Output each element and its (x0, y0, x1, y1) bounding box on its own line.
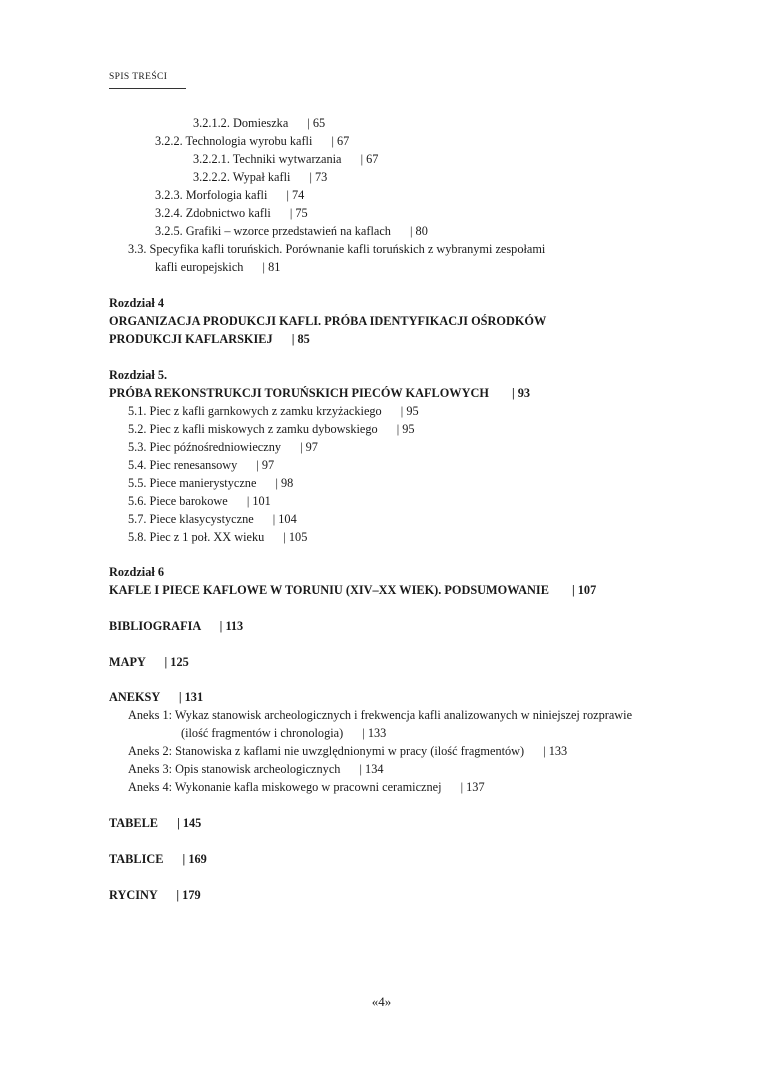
toc-entry[interactable] (128, 528, 307, 546)
running-header: SPIS TREŚCI (109, 72, 168, 82)
entry-number: 3.2.3. (155, 188, 183, 202)
chapter-4-label: Rozdział 4 (109, 296, 164, 310)
entry-number: 3.2.5. (155, 224, 183, 238)
entry-page: | 95 (396, 422, 415, 436)
section-title: BIBLIOGRAFIA (109, 619, 201, 633)
section-ryciny[interactable] (109, 886, 201, 904)
section-page: | 179 (176, 888, 201, 902)
entry-number: 3.2.2.1. (193, 152, 230, 166)
annex-entry[interactable] (128, 706, 632, 724)
entry-title: Wypał kafli (232, 170, 291, 184)
toc-entry[interactable] (155, 204, 308, 222)
annex-title-continued: (ilość fragmentów i chronologia) (181, 726, 344, 740)
section-page: | 113 (219, 619, 244, 633)
toc-entry[interactable] (155, 132, 349, 150)
toc-entry[interactable] (128, 420, 415, 438)
entry-number: 3.2.2.2. (193, 170, 230, 184)
section-page: | 169 (182, 852, 207, 866)
entry-page: | 73 (309, 170, 328, 184)
chapter-page: | 85 (291, 332, 310, 346)
annex-title: Wykonanie kafla miskowego w pracowni ceramicznej (174, 780, 442, 794)
entry-number: 5.6. (128, 494, 147, 508)
toc-entry[interactable] (128, 456, 274, 474)
section-mapy[interactable] (109, 653, 189, 671)
entry-page: | 97 (256, 458, 275, 472)
section-aneksy[interactable] (109, 688, 203, 706)
section-title: MAPY (109, 655, 146, 669)
annex-entry-continuation[interactable] (181, 724, 386, 742)
annex-title: Stanowiska z kaflami nie uwzględnionymi w pracy (ilość fragmentów) (175, 744, 525, 758)
toc-entry[interactable] (128, 402, 419, 420)
entry-number: 5.8. (128, 530, 147, 544)
entry-title: Piece barokowe (149, 494, 228, 508)
annex-page: | 137 (460, 780, 485, 794)
entry-title: Piec z kafli miskowych z zamku dybowskiego (149, 422, 378, 436)
section-title: ANEKSY (109, 690, 160, 704)
entry-page: | 75 (289, 206, 308, 220)
header-rule (109, 88, 186, 89)
entry-number: 5.4. (128, 458, 147, 472)
section-title: TABELE (109, 816, 158, 830)
entry-title: Techniki wytwarzania (232, 152, 342, 166)
annex-number: Aneks 1: (128, 708, 173, 722)
section-page: | 125 (164, 655, 189, 669)
section-title: TABLICE (109, 852, 164, 866)
entry-title: Piece klasycystyczne (149, 512, 254, 526)
chapter-page: | 107 (571, 583, 597, 597)
annex-entry[interactable] (128, 742, 567, 760)
toc-entry-continuation[interactable] (155, 258, 280, 276)
chapter-6-label: Rozdział 6 (109, 565, 164, 579)
entry-title: Domieszka (232, 116, 289, 130)
annex-entry[interactable] (128, 760, 384, 778)
chapter-5-title[interactable] (109, 384, 530, 402)
entry-title-continued: kafli europejskich (155, 260, 244, 274)
chapter-4-title[interactable] (109, 312, 546, 330)
toc-entry[interactable] (128, 438, 318, 456)
entry-page: | 67 (331, 134, 350, 148)
entry-page: | 98 (275, 476, 294, 490)
entry-title: Piec renesansowy (149, 458, 238, 472)
annex-title: Opis stanowisk archeologicznych (175, 762, 341, 776)
annex-page: | 133 (543, 744, 568, 758)
toc-entry[interactable] (193, 168, 327, 186)
entry-page: | 65 (307, 116, 326, 130)
entry-page: | 80 (410, 224, 428, 238)
entry-page: | 81 (262, 260, 281, 274)
entry-title: Piec późnośredniowieczny (149, 440, 281, 454)
entry-page: | 74 (286, 188, 305, 202)
section-tabele[interactable] (109, 814, 201, 832)
toc-entry[interactable] (155, 186, 304, 204)
entry-title: Piec z kafli garnkowych z zamku krzyżackiego (149, 404, 382, 418)
entry-title: Grafiki – wzorce przedstawień na kaflach (185, 224, 391, 238)
entry-title: Technologia wyrobu kafli (185, 134, 313, 148)
section-bibliografia[interactable] (109, 617, 243, 635)
section-page: | 145 (177, 816, 202, 830)
section-title: RYCINY (109, 888, 158, 902)
page-number: «4» (371, 994, 392, 1009)
entry-number: 5.7. (128, 512, 147, 526)
section-page: | 131 (178, 690, 204, 704)
entry-page: | 67 (360, 152, 379, 166)
chapter-title-line: ORGANIZACJA PRODUKCJI KAFLI. PRÓBA IDENTYFIKACJI OŚRODKÓW (109, 314, 547, 328)
entry-number: 3.2.1.2. (193, 116, 230, 130)
section-tablice[interactable] (109, 850, 207, 868)
entry-number: 3.2.2. (155, 134, 183, 148)
toc-entry[interactable] (128, 474, 293, 492)
entry-title: Piece manierystyczne (149, 476, 257, 490)
entry-number: 5.5. (128, 476, 147, 490)
chapter-4-title-cont[interactable] (109, 330, 310, 348)
toc-entry[interactable] (155, 222, 428, 240)
entry-title: Piec z 1 poł. XX wieku (149, 530, 265, 544)
annex-entry[interactable] (128, 778, 485, 796)
entry-number: 5.1. (128, 404, 147, 418)
entry-number: 5.2. (128, 422, 147, 436)
annex-number: Aneks 2: (128, 744, 173, 758)
chapter-5-label: Rozdział 5. (109, 368, 168, 382)
annex-page: | 134 (359, 762, 384, 776)
entry-page: | 104 (272, 512, 297, 526)
entry-number: 5.3. (128, 440, 147, 454)
toc-entry[interactable] (193, 114, 325, 132)
annex-page: | 133 (362, 726, 387, 740)
annex-number: Aneks 3: (128, 762, 173, 776)
toc-entry[interactable] (193, 150, 378, 168)
entry-page: | 97 (300, 440, 318, 454)
entry-title: Specyfika kafli toruńskich. Porównanie kafli toruńskich z wybranymi zespołami (149, 242, 546, 256)
entry-number: 3.2.4. (155, 206, 183, 220)
toc-entry[interactable] (128, 492, 271, 510)
chapter-page: | 93 (511, 386, 531, 400)
entry-page: | 101 (246, 494, 271, 508)
annex-title: Wykaz stanowisk archeologicznych i frekwencja kafli analizowanych w niniejszej rozprawie (174, 708, 633, 722)
chapter-6-title[interactable] (109, 581, 596, 599)
entry-page: | 105 (283, 530, 308, 544)
annex-number: Aneks 4: (128, 780, 173, 794)
chapter-title-line: PRÓBA REKONSTRUKCJI TORUŃSKICH PIECÓW KAFLOWYCH (109, 386, 489, 400)
toc-entry[interactable] (128, 240, 545, 258)
entry-page: | 95 (400, 404, 419, 418)
chapter-title-line: KAFLE I PIECE KAFLOWE W TORUNIU (XIV–XX WIEK). PODSUMOWANIE (109, 583, 549, 597)
chapter-title-line: PRODUKCJI KAFLARSKIEJ (109, 332, 273, 346)
toc-entry[interactable] (128, 510, 297, 528)
entry-title: Zdobnictwo kafli (185, 206, 271, 220)
entry-title: Morfologia kafli (185, 188, 268, 202)
entry-number: 3.3. (128, 242, 147, 256)
